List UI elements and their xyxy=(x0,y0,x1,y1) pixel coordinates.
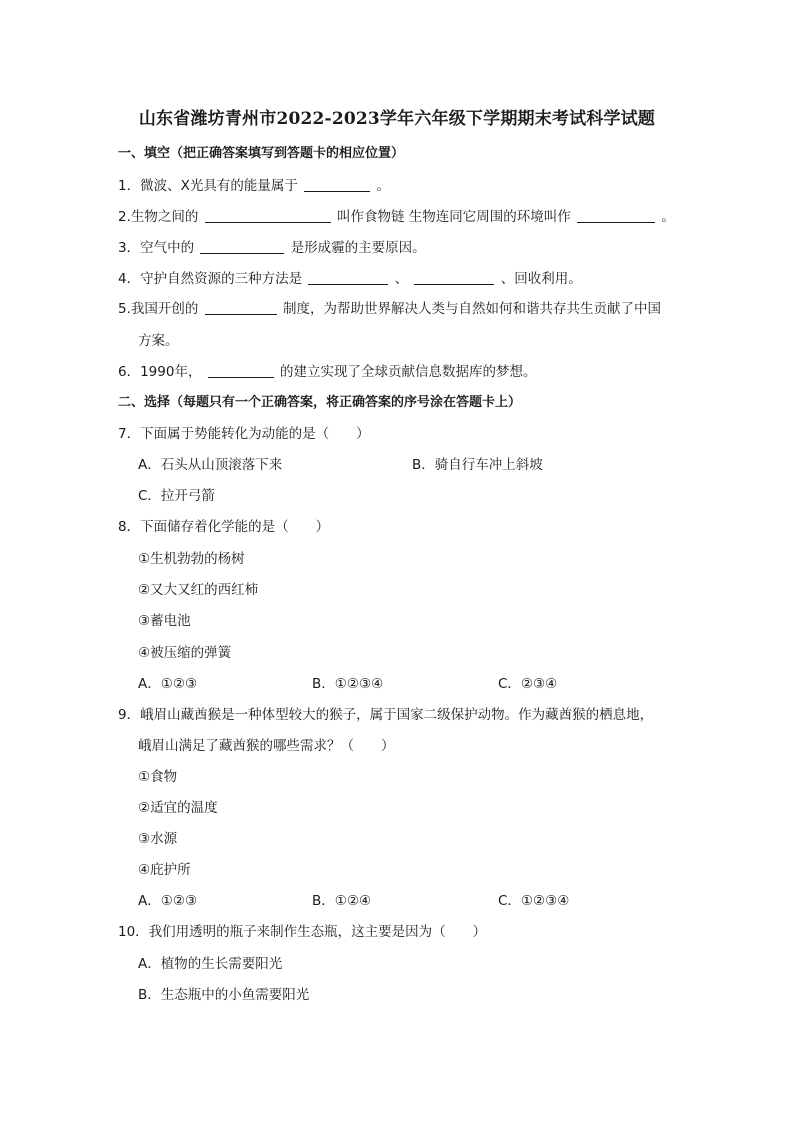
question-8-item: ②又大又红的西红柿 xyxy=(138,582,259,598)
question-text: 。 xyxy=(661,209,675,225)
question-9-item: ①食物 xyxy=(138,769,178,785)
question-2 xyxy=(118,207,675,227)
question-8-option-c: C．②③④ xyxy=(498,676,558,692)
section-heading-fill-in: 一、填空（把正确答案填写到答题卡的相应位置） xyxy=(118,146,405,161)
question-8-option-b: B．①②③④ xyxy=(312,676,384,692)
question-text: 4．守护自然资源的三种方法是 xyxy=(118,271,303,287)
page-title: 山东省潍坊青州市2022-2023学年六年级下学期期末考试科学试题 xyxy=(138,109,656,129)
question-5 xyxy=(118,299,661,319)
question-7-option-a: A．石头从山顶滚落下来 xyxy=(138,457,283,473)
question-7-option-c: C．拉开弓箭 xyxy=(138,488,215,504)
question-8-stem: 8．下面储存着化学能的是（ ） xyxy=(118,519,330,535)
question-10-stem: 10．我们用透明的瓶子来制作生态瓶，这主要是因为（ ） xyxy=(118,924,487,940)
section-heading-choice: 二、选择（每题只有一个正确答案，将正确答案的序号涂在答题卡上） xyxy=(118,395,522,410)
question-4 xyxy=(118,269,582,289)
answer-blank xyxy=(304,177,370,192)
question-text: 2.生物之间的 xyxy=(118,209,199,225)
answer-blank xyxy=(577,208,655,223)
question-text: 、 xyxy=(394,271,409,287)
question-10-option-b: B．生态瓶中的小鱼需要阳光 xyxy=(138,987,310,1003)
question-9-item: ④庇护所 xyxy=(138,862,191,878)
question-text: 、回收利用。 xyxy=(500,271,582,287)
answer-blank xyxy=(308,270,388,285)
question-9-stem-line1: 9．峨眉山藏酋猴是一种体型较大的猴子，属于国家二级保护动物。作为藏酋猴的栖息地， xyxy=(118,707,654,723)
question-text: 3．空气中的 xyxy=(118,240,195,256)
question-10-option-a: A．植物的生长需要阳光 xyxy=(138,956,283,972)
answer-blank xyxy=(205,208,331,223)
question-9-option-a: A．①②③ xyxy=(138,893,198,909)
question-text: 的建立实现了全球贡献信息数据库的梦想。 xyxy=(280,364,537,380)
question-9-option-c: C．①②③④ xyxy=(498,893,570,909)
question-6 xyxy=(118,362,537,382)
question-8-item: ①生机勃勃的杨树 xyxy=(138,551,245,567)
question-text: 1．微波、X光具有的能量属于 xyxy=(118,178,298,194)
question-8-option-a: A．①②③ xyxy=(138,676,198,692)
question-text: 5.我国开创的 xyxy=(118,301,199,317)
question-text: 制度，为帮助世界解决人类与自然如何和谐共存共生贡献了中国 xyxy=(282,301,661,317)
answer-blank xyxy=(200,239,284,254)
question-3 xyxy=(118,238,426,258)
question-8-item: ④被压缩的弹簧 xyxy=(138,645,232,661)
question-7-stem: 7．下面属于势能转化为动能的是（ ） xyxy=(118,426,370,442)
question-9-item: ②适宜的温度 xyxy=(138,800,218,816)
question-1 xyxy=(118,176,390,196)
question-text: 是形成霾的主要原因。 xyxy=(290,240,426,256)
question-9-stem-line2: 峨眉山满足了藏酋猴的哪些需求？（ ） xyxy=(138,738,395,754)
question-8-item: ③蓄电池 xyxy=(138,613,191,629)
question-9-option-b: B．①②④ xyxy=(312,893,372,909)
question-5-continuation: 方案。 xyxy=(138,333,179,349)
answer-blank xyxy=(414,270,494,285)
question-text: 6．1990年， xyxy=(118,364,202,380)
answer-blank xyxy=(208,363,274,378)
question-7-option-b: B．骑自行车冲上斜坡 xyxy=(412,457,543,473)
question-9-item: ③水源 xyxy=(138,831,178,847)
question-text: 。 xyxy=(376,178,390,194)
question-text: 叫作食物链 生物连同它周围的环境叫作 xyxy=(336,209,571,225)
answer-blank xyxy=(205,300,277,315)
